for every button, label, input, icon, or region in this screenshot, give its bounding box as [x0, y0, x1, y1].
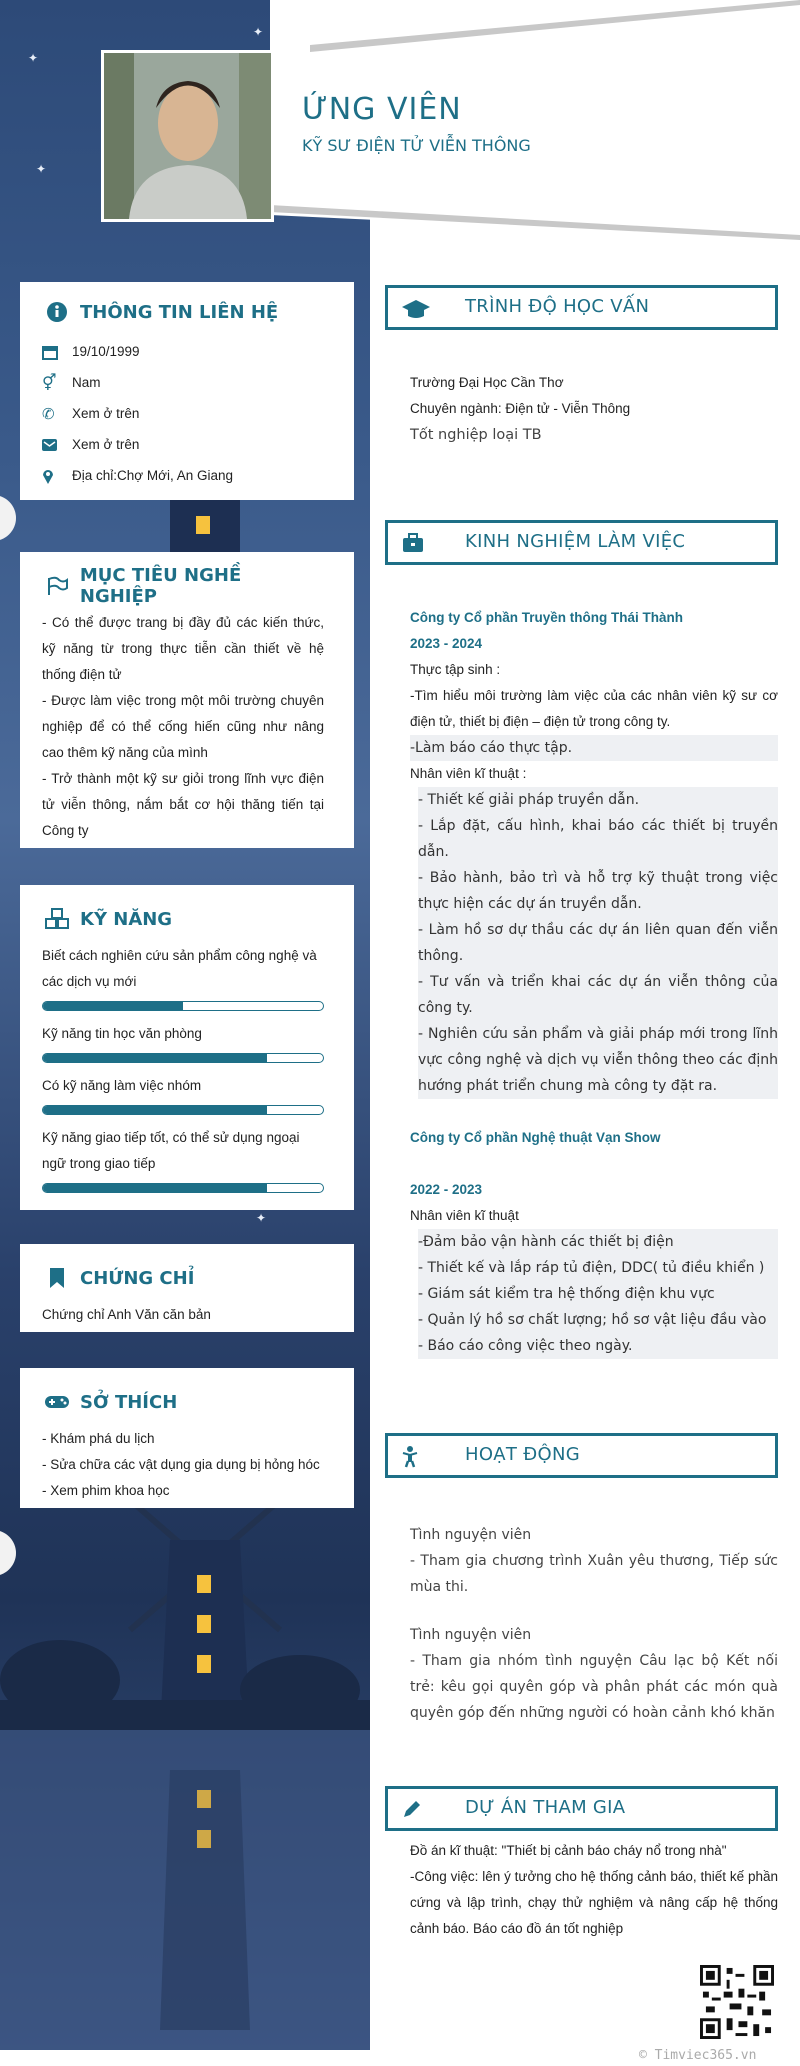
skills-card	[20, 885, 354, 1210]
hobby-item: - Xem phim khoa học	[42, 1483, 170, 1498]
windmill-scenery	[0, 1480, 370, 1730]
objective-line: - Có thể được trang bị đầy đủ các kiến thức, kỹ năng từ trong thực tiễn cần thiết về hệ thống điện tử	[42, 615, 324, 682]
objective-line: - Trở thành một kỹ sư giỏi trong lĩnh vực điện tử viễn thông, nắm bắt cơ hội thăng tiến tại Công ty	[42, 771, 324, 838]
water-reflection	[0, 1730, 370, 2050]
skill-item	[34, 1073, 324, 1115]
job-task: -Làm báo cáo thực tập.	[410, 735, 778, 761]
job-role: Thực tập sinh :	[410, 662, 501, 677]
gamepad-icon	[34, 1394, 80, 1410]
candidate-name: ỨNG VIÊN	[302, 92, 462, 127]
activity-desc: - Tham gia nhóm tình nguyện Câu lạc bộ Kết nối trẻ: kêu gọi quyên góp và phân phát các món quà quyên góp đến những người có hoàn cảnh khó khăn	[410, 1653, 778, 1721]
avatar	[101, 50, 274, 222]
skill-item	[34, 1021, 324, 1063]
section-title: DỰ ÁN THAM GIA	[465, 1797, 626, 1818]
skill-bar	[42, 1053, 324, 1063]
skill-bar	[42, 1105, 324, 1115]
job-title: KỸ SƯ ĐIỆN TỬ VIỄN THÔNG	[302, 136, 531, 155]
hobby-item: - Khám phá du lịch	[42, 1431, 155, 1446]
skill-bar-fill	[43, 1106, 267, 1114]
gender-value: Nam	[72, 375, 101, 390]
skill-bar-fill	[43, 1002, 183, 1010]
job-task: - Thiết kế giải pháp truyền dẫn.	[418, 787, 778, 813]
section-title: HOẠT ĐỘNG	[465, 1444, 580, 1465]
skill-bar	[42, 1001, 324, 1011]
activity-title: Tình nguyện viên	[410, 1527, 532, 1543]
job-task: - Tư vấn và triển khai các dự án viễn thông của công ty.	[418, 969, 778, 1021]
skill-label: Có kỹ năng làm việc nhóm	[42, 1078, 202, 1093]
skill-bar	[42, 1183, 324, 1193]
job-task: - Bảo hành, bảo trì và hỗ trợ kỹ thuật trong việc thực hiện các dự án truyền dẫn.	[418, 865, 778, 917]
skill-label: Kỹ năng tin học văn phòng	[42, 1026, 202, 1041]
section-title: TRÌNH ĐỘ HỌC VẤN	[465, 296, 650, 317]
flag-icon	[34, 576, 80, 596]
education-body	[410, 370, 778, 448]
projects-header	[385, 1786, 778, 1831]
job-period: 2023 - 2024	[410, 636, 483, 651]
address-row	[34, 460, 324, 491]
objective-card	[20, 552, 354, 848]
star-decoration: ✦	[253, 25, 264, 39]
contact-title-row	[34, 288, 324, 336]
activities-header	[385, 1433, 778, 1478]
section-title: THÔNG TIN LIÊN HỆ	[80, 301, 279, 323]
gender-row	[34, 367, 324, 398]
star-decoration: ✦	[256, 1211, 267, 1225]
person-icon	[402, 1446, 418, 1473]
skill-bar-fill	[43, 1184, 267, 1192]
email-icon	[34, 438, 72, 452]
certificates-card	[20, 1244, 354, 1332]
briefcase-icon	[402, 533, 424, 558]
job-task: - Lắp đặt, cấu hình, khai báo các thiết bị truyền dẫn.	[418, 813, 778, 865]
skill-item	[34, 1125, 324, 1193]
skill-bar-fill	[43, 1054, 267, 1062]
job-role: Nhân viên kĩ thuật :	[410, 766, 527, 781]
job-task: - Quản lý hồ sơ chất lượng; hồ sơ vật liệu đầu vào	[418, 1307, 778, 1333]
skills-title-row	[34, 895, 324, 943]
star-decoration: ✦	[36, 162, 47, 176]
company-name: Công ty Cổ phần Truyền thông Thái Thành	[410, 610, 683, 625]
project-name: Đồ án kĩ thuật: "Thiết bị cảnh báo cháy nổ trong nhà"	[410, 1843, 727, 1858]
skill-label: Kỹ năng giao tiếp tốt, có thể sử dụng ngoại ngữ trong giao tiếp	[42, 1130, 300, 1171]
calendar-icon	[34, 344, 72, 360]
job-task: -Tìm hiểu môi trường làm việc của các nhân viên kỹ sư cơ điện tử, thiết bị điện – điện tử trong công ty.	[410, 688, 778, 729]
certificate-item: Chứng chỉ Anh Văn căn bản	[42, 1307, 211, 1322]
section-title: MỤC TIÊU NGHỀ NGHIỆP	[79, 565, 242, 607]
education-header	[385, 285, 778, 330]
project-desc: -Công việc: lên ý tưởng cho hệ thống cảnh báo, thiết kế phần cứng và lập trình, chạy thử nghiệm và nâng cấp hệ thống cảnh báo. Báo cáo đồ án tốt nghiệp	[410, 1869, 778, 1936]
qr-code	[700, 1965, 774, 2039]
experience-body	[410, 605, 778, 1359]
job-task: - Làm hồ sơ dự thầu các dự án liên quan đến viễn thông.	[418, 917, 778, 969]
hobbies-card	[20, 1368, 354, 1508]
major: Chuyên ngành: Điện tử - Viễn Thông	[410, 401, 631, 416]
objective-line: - Được làm việc trong một môi trường chuyên nghiệp để có thể cống hiến cũng như nâng cao thêm kỹ năng của mình	[42, 693, 324, 760]
birthday-value: 19/10/1999	[72, 344, 140, 359]
info-icon	[34, 302, 80, 322]
job-role: Nhân viên kĩ thuật	[410, 1208, 519, 1223]
task-list	[410, 787, 778, 1099]
footer-watermark: © Timviec365.vn	[639, 2048, 757, 2063]
activities-body	[410, 1522, 778, 1726]
job-task: - Thiết kế và lắp ráp tủ điện, DDC( tủ điều khiển )	[418, 1255, 778, 1281]
activity-title: Tình nguyện viên	[410, 1627, 532, 1643]
projects-body	[410, 1838, 778, 1942]
job-task: -Đảm bảo vận hành các thiết bị điện	[418, 1229, 778, 1255]
task-list	[410, 1229, 778, 1359]
section-title: KỸ NĂNG	[80, 908, 173, 930]
email-value: Xem ở trên	[72, 437, 140, 452]
birthday-row	[34, 336, 324, 367]
contact-card	[20, 282, 354, 500]
email-row	[34, 429, 324, 460]
section-title: KINH NGHIỆM LÀM VIỆC	[465, 531, 686, 552]
cubes-icon	[34, 908, 80, 930]
phone-row	[34, 398, 324, 429]
hobbies-title-row	[34, 1378, 324, 1426]
job-task: - Nghiên cứu sản phẩm và giải pháp mới trong lĩnh vực công nghệ và dịch vụ viễn thông theo các định hướng phát triển chung mà công ty đặt ra.	[418, 1021, 778, 1099]
objective-title-row	[34, 562, 324, 610]
activity-desc: - Tham gia chương trình Xuân yêu thương, Tiếp sức mùa thi.	[410, 1553, 778, 1595]
phone-icon: ✆	[42, 404, 55, 423]
company-name: Công ty Cổ phần Nghệ thuật Vạn Show	[410, 1130, 661, 1145]
experience-header	[385, 520, 778, 565]
star-decoration: ✦	[28, 51, 39, 65]
certificates-title-row	[34, 1254, 324, 1302]
gender-icon: ⚥	[42, 373, 57, 392]
school-name: Trường Đại Học Cần Thơ	[410, 375, 564, 390]
job-task: - Báo cáo công việc theo ngày.	[418, 1333, 778, 1359]
address-value: Địa chỉ:Chợ Mới, An Giang	[72, 468, 234, 483]
section-title: CHỨNG CHỈ	[80, 1267, 195, 1289]
pencil-icon	[402, 1799, 422, 1824]
skill-item	[34, 943, 324, 1011]
skill-label: Biết cách nghiên cứu sản phẩm công nghệ và các dịch vụ mới	[42, 948, 317, 989]
job-task: - Giám sát kiểm tra hệ thống điện khu vực	[418, 1281, 778, 1307]
map-pin-icon	[34, 468, 72, 484]
grade: Tốt nghiệp loại TB	[410, 427, 542, 443]
graduation-cap-icon	[402, 298, 430, 325]
bookmark-icon	[34, 1267, 80, 1289]
section-title: SỞ THÍCH	[80, 1391, 178, 1413]
phone-value: Xem ở trên	[72, 406, 140, 421]
job-period: 2022 - 2023	[410, 1182, 483, 1197]
hobby-item: - Sửa chữa các vật dụng gia dụng bị hỏng hóc	[42, 1457, 320, 1472]
